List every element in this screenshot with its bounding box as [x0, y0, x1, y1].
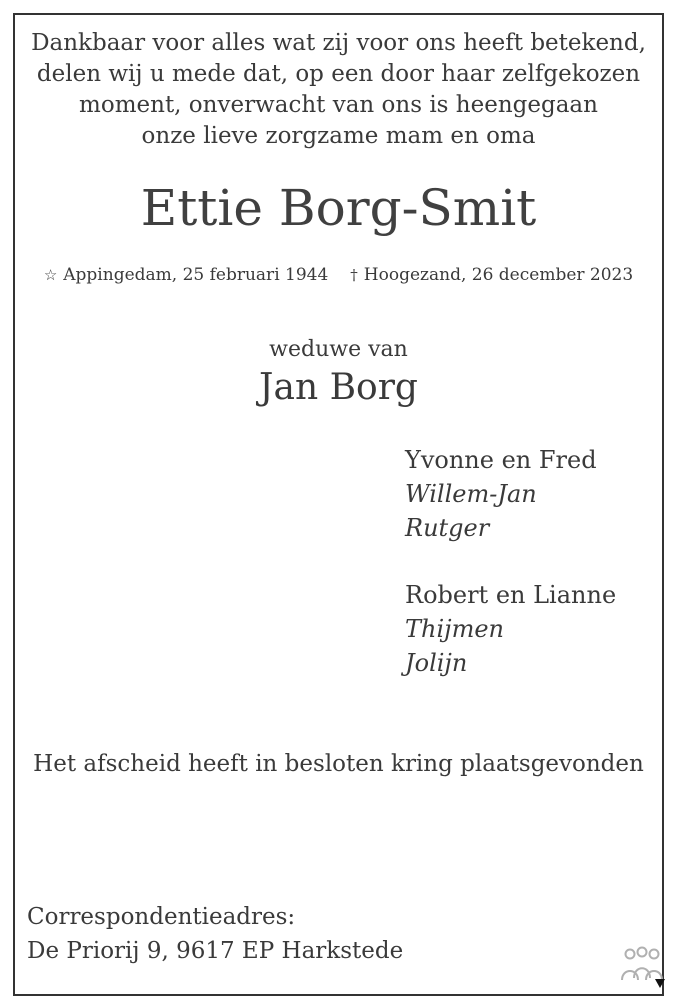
correspondence-block — [27, 900, 403, 968]
family-grandchild: Jolijn — [405, 649, 468, 677]
star-icon: ☆ — [43, 266, 58, 284]
correspondence-label: Correspondentieadres: — [27, 904, 296, 930]
birth-date: Appingedam, 25 februari 1944 — [63, 265, 329, 285]
intro-line: Dankbaar voor alles wat zij voor ons heeft betekend, — [31, 30, 646, 56]
correspondence-address: De Priorij 9, 9617 EP Harkstede — [27, 938, 404, 964]
farewell-note: Het afscheid heeft in besloten kring plaatsgevonden — [33, 751, 644, 777]
family-parents: Robert en Lianne — [405, 581, 617, 609]
cross-icon: † — [350, 266, 358, 284]
family-grandchild: Willem-Jan — [405, 480, 537, 508]
intro-line: moment, onverwacht van ons is heengegaan — [79, 92, 598, 118]
family-grandchild: Thijmen — [405, 615, 504, 643]
family-group — [405, 443, 597, 545]
family-parents: Yvonne en Fred — [405, 446, 597, 474]
intro-line: onze lieve zorgzame mam en oma — [141, 123, 536, 149]
life-dates — [0, 262, 677, 288]
intro-text — [0, 28, 677, 152]
intro-line: delen wij u mede dat, op een door haar zelfgekozen — [36, 61, 641, 87]
deceased-name: Ettie Borg-Smit — [140, 179, 537, 237]
people-group-icon — [616, 944, 666, 992]
spouse-label: weduwe van — [269, 337, 408, 362]
spouse-name: Jan Borg — [259, 367, 418, 408]
family-grandchild: Rutger — [405, 514, 490, 542]
family-group — [405, 578, 616, 680]
death-date: Hoogezand, 26 december 2023 — [363, 265, 634, 285]
triangle-down-icon[interactable] — [655, 979, 665, 988]
